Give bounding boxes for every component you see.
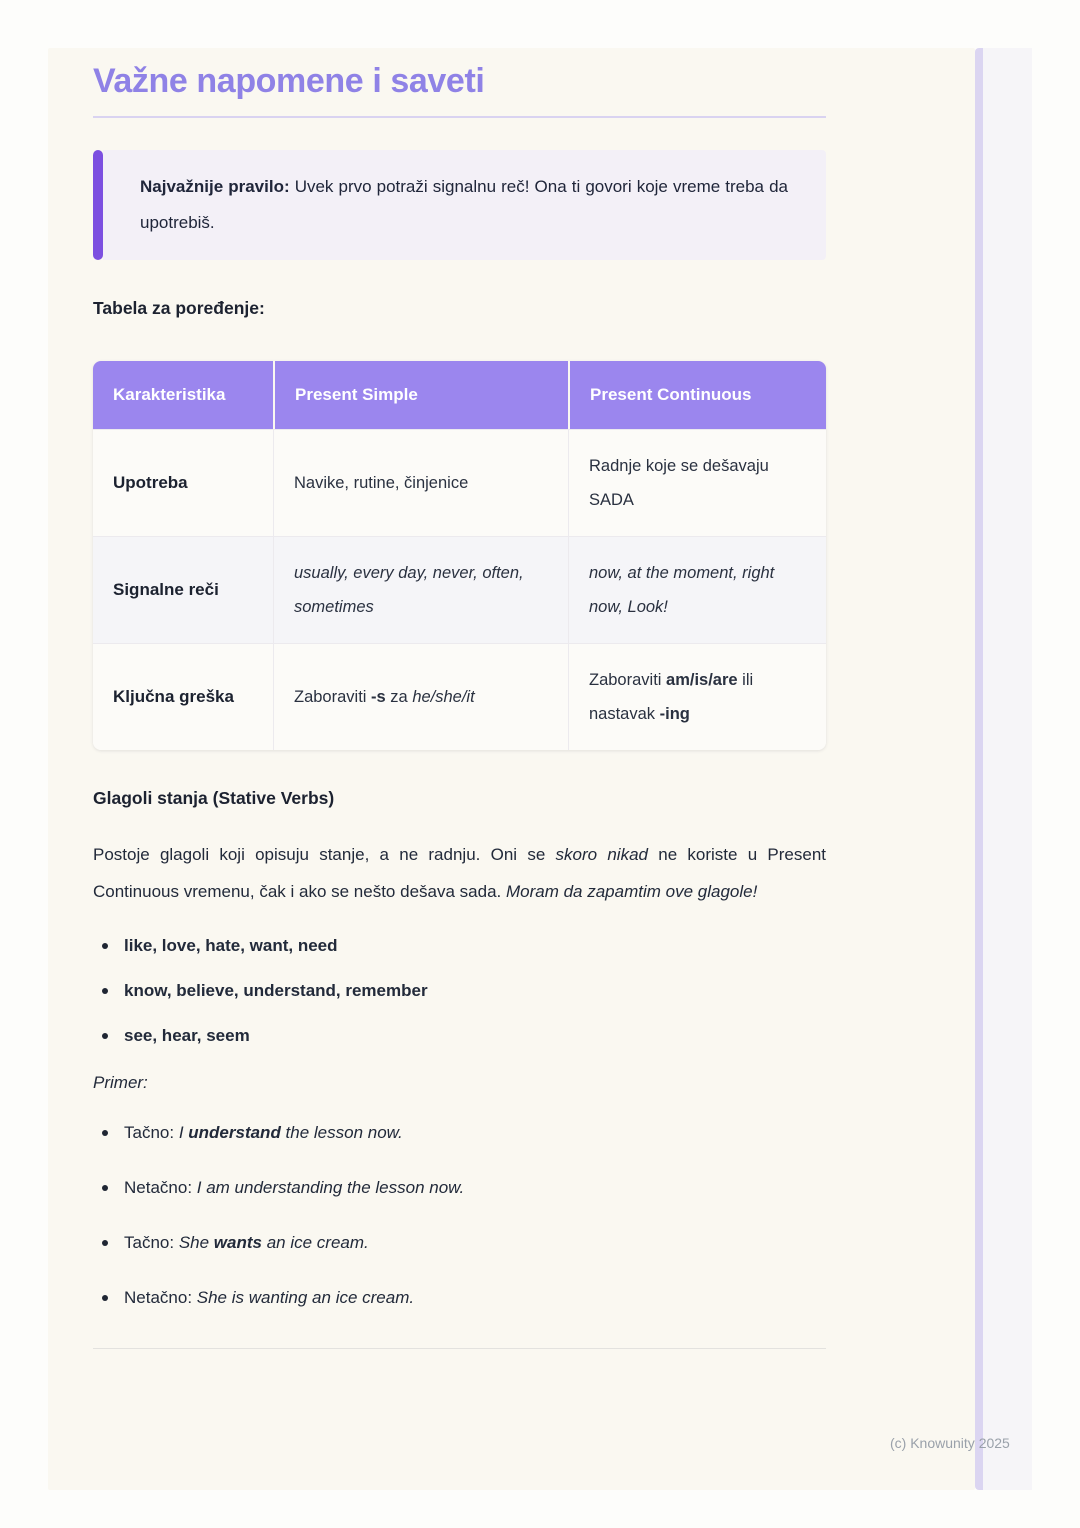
copyright-text: (c) Knowunity 2025 <box>890 1435 1010 1451</box>
important-rule-callout <box>93 150 826 260</box>
row-label: Signalne reči <box>93 536 273 643</box>
title-divider <box>93 116 826 118</box>
example-text: Tačno: I understand the lesson now. <box>124 1123 403 1142</box>
next-page-preview <box>983 48 1032 1490</box>
callout-text: Najvažnije pravilo: Uvek prvo potraži signalnu reč! Ona ti govori koje vreme treba da upotrebiš. <box>103 150 826 260</box>
list-item <box>93 934 826 958</box>
table-header-row <box>93 361 826 429</box>
table-row-signalne-reci <box>93 536 826 643</box>
cell-present-simple: Zaboraviti -s za he/she/it <box>273 643 568 750</box>
row-label: Upotreba <box>93 429 273 536</box>
column-header-present-simple: Present Simple <box>273 361 568 429</box>
list-item <box>93 979 826 1003</box>
example-text: Tačno: She wants an ice cream. <box>124 1233 369 1252</box>
list-item-text: know, believe, understand, remember <box>124 981 428 1000</box>
primer-label: Primer: <box>93 1073 148 1092</box>
list-item <box>93 1024 826 1048</box>
cell-present-continuous: now, at the moment, right now, Look! <box>568 536 826 643</box>
list-item <box>93 1121 826 1145</box>
list-item-text: see, hear, seem <box>124 1026 250 1045</box>
stative-intro-paragraph: Postoje glagoli koji opisuju stanje, a ne radnju. Oni se skoro nikad ne koriste u Present Continuous vremenu, čak i ako se nešto dešava sada. Moram da zapamtim ove glagole! <box>93 845 827 901</box>
list-item <box>93 1286 826 1310</box>
stative-verbs-heading: Glagoli stanja (Stative Verbs) <box>93 788 335 808</box>
document-page <box>48 48 975 1490</box>
page-edge-divider <box>975 48 983 1490</box>
row-label: Ključna greška <box>93 643 273 750</box>
column-header-present-continuous: Present Continuous <box>568 361 826 429</box>
cell-present-simple: usually, every day, never, often, sometimes <box>273 536 568 643</box>
comparison-table-heading: Tabela za poređenje: <box>93 298 265 318</box>
table-row-upotreba <box>93 429 826 536</box>
column-header-karakteristika: Karakteristika <box>93 361 273 429</box>
example-text: Netačno: She is wanting an ice cream. <box>124 1288 415 1307</box>
list-item <box>93 1176 826 1200</box>
callout-accent-bar <box>93 150 103 260</box>
examples-list <box>93 1121 826 1310</box>
page-content <box>93 48 826 1349</box>
list-item-text: like, love, hate, want, need <box>124 936 338 955</box>
cell-present-continuous: Radnje koje se dešavaju SADA <box>568 429 826 536</box>
list-item <box>93 1231 826 1255</box>
footer-divider <box>93 1348 826 1349</box>
example-text: Netačno: I am understanding the lesson now. <box>124 1178 465 1197</box>
comparison-table <box>93 361 826 750</box>
cell-present-simple: Navike, rutine, činjenice <box>273 429 568 536</box>
page-title: Važne napomene i saveti <box>93 62 485 100</box>
cell-present-continuous: Zaboraviti am/is/are ili nastavak -ing <box>568 643 826 750</box>
table-row-kljucna-greska <box>93 643 826 750</box>
stative-verbs-list <box>93 934 826 1048</box>
